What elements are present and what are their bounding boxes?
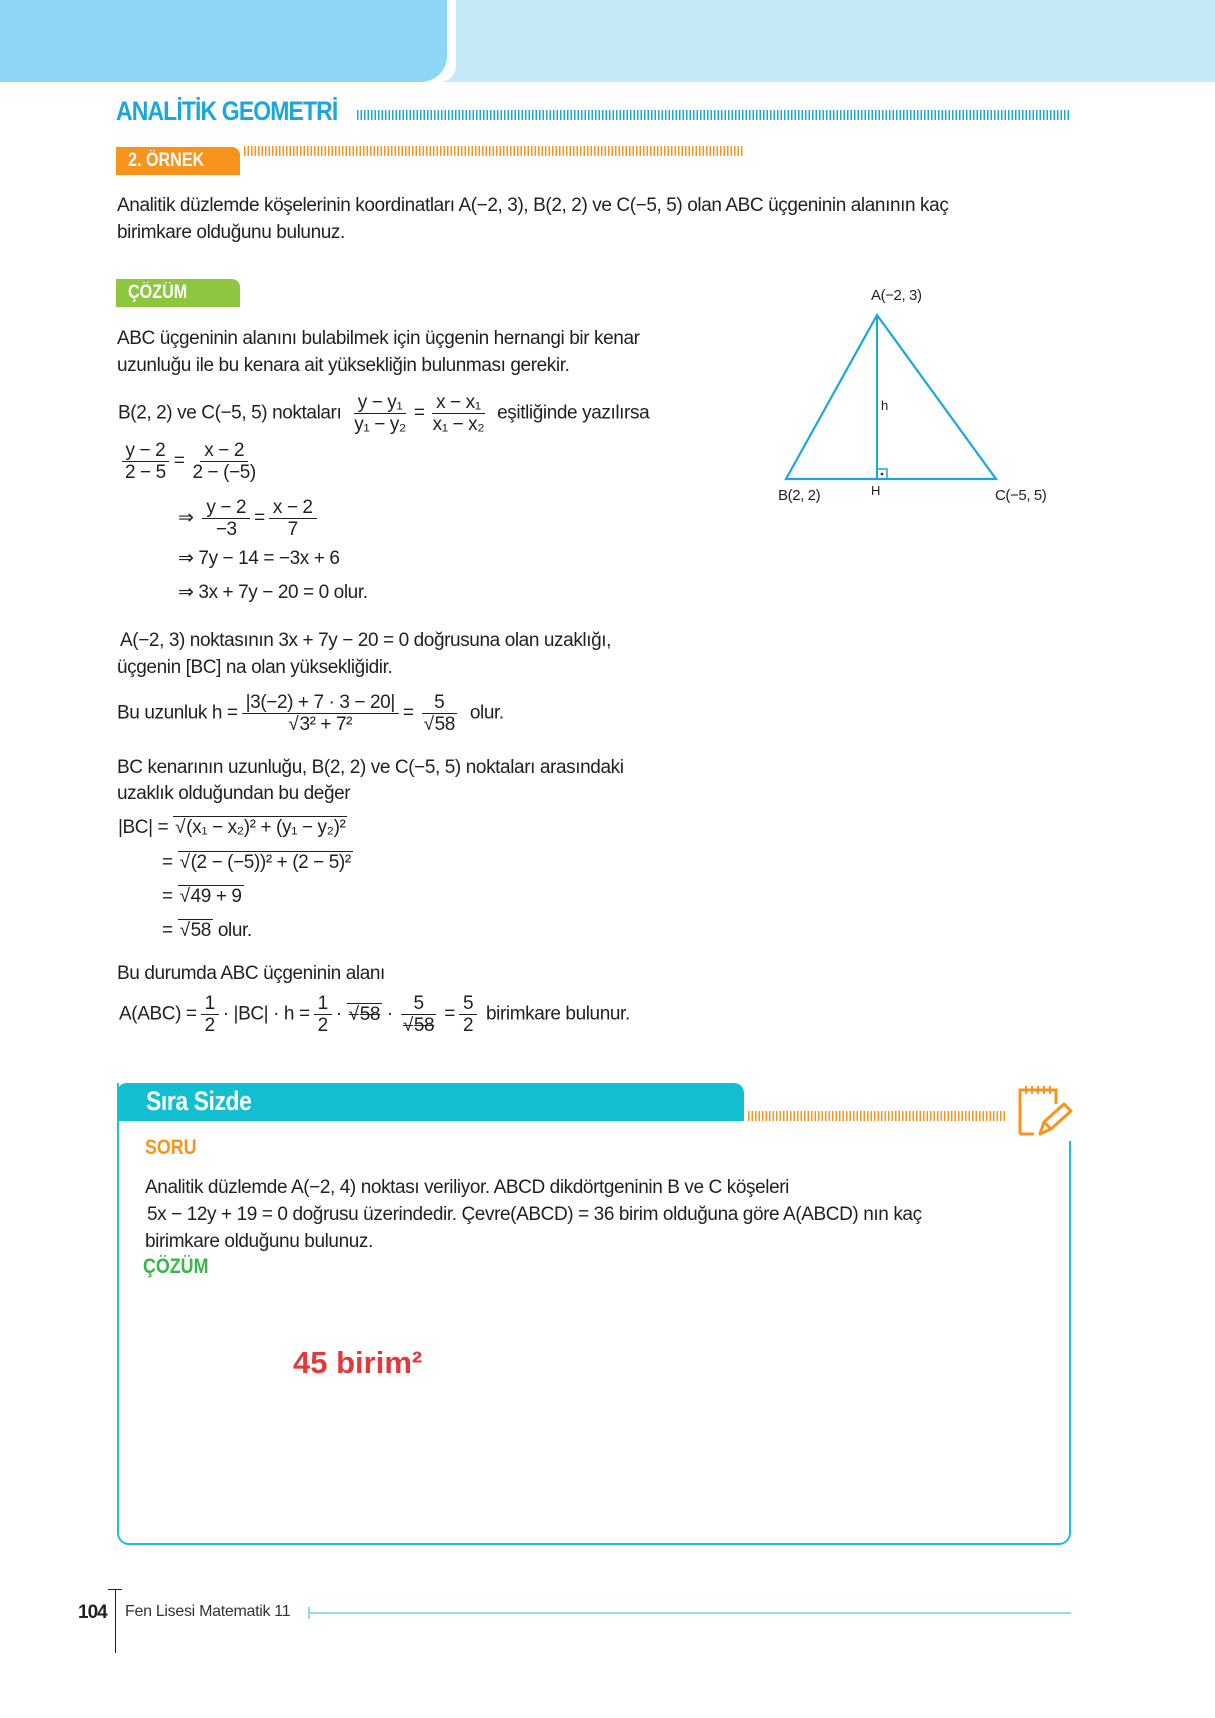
line-equation-step5: ⇒ 3x + 7y − 20 = 0 olur. <box>178 582 368 603</box>
exercise-question-line2: 5x − 12y + 19 = 0 doğrusu üzerindedir. Çevre(ABCD) = 36 birim olduğuna göre A(ABCD) nın kaç <box>147 1204 922 1225</box>
numerator: x − 2 <box>269 497 317 519</box>
fraction <box>459 993 477 1036</box>
equals: = <box>162 852 173 873</box>
fraction <box>201 993 219 1036</box>
step1-post: eşitliğinde yazılırsa <box>497 402 650 424</box>
numerator: 5 <box>409 993 427 1015</box>
line-equation-step3: ⇒ $\frac{y - 2}{-3}$ = $\frac{x - 2}{7}$ <box>178 497 321 540</box>
numerator: 1 <box>201 993 219 1015</box>
height-label: Bu uzunluk h = <box>117 702 238 724</box>
title-tick-rule <box>357 110 1071 120</box>
denominator: x₁ − x₂ <box>432 414 485 435</box>
fraction <box>350 392 410 435</box>
page-number: 104 <box>78 1602 107 1623</box>
example-question-line2: birimkare olduğunu bulunuz. <box>117 222 345 243</box>
numerator: 1 <box>314 993 332 1015</box>
denominator <box>418 714 461 735</box>
line-equation-step2 <box>117 440 264 483</box>
denominator <box>397 1015 440 1036</box>
fraction <box>314 993 332 1036</box>
fraction <box>121 440 170 483</box>
solution-paragraph-1-line2: uzunluğu ile bu kenara ait yüksekliğin bulunması gerekir. <box>117 355 570 376</box>
foot-h-label: H <box>871 483 880 498</box>
numerator: y − 2 <box>122 440 170 462</box>
area-post: birimkare bulunur. <box>486 1003 630 1025</box>
equals: = <box>173 450 185 472</box>
sqrt: √ 58 <box>347 1003 382 1025</box>
area-label: A(ABC) = <box>119 1003 197 1025</box>
line-equation-step1 <box>118 392 649 435</box>
exercise-title: Sıra Sizde <box>146 1086 252 1116</box>
sqrt: √ 58 <box>422 713 457 735</box>
notepad-pencil-icon <box>1012 1082 1074 1142</box>
section-title: ANALİTİK GEOMETRİ <box>116 96 338 126</box>
vertex-c-label: C(−5, 5) <box>995 487 1047 504</box>
fraction <box>418 692 461 735</box>
exercise-question-line1: Analitik düzlemde A(−2, 4) noktası veriliyor. ABCD dikdörtgeninin B ve C köşeleri <box>145 1177 790 1198</box>
solution-label: ÇÖZÜM <box>143 1255 209 1278</box>
numerator: 5 <box>430 692 448 714</box>
denominator: 2 − (−5) <box>192 462 256 483</box>
numerator: 5 <box>459 993 477 1015</box>
numerator: y − y₁ <box>354 392 407 414</box>
sqrt: √ 58 <box>178 919 213 941</box>
distance-paragraph-line2: üçgenin [BC] na olan yüksekliğidir. <box>117 657 393 678</box>
footer-tick <box>108 1589 122 1590</box>
distance-paragraph-line1: A(−2, 3) noktasının 3x + 7y − 20 = 0 doğrusuna olan uzaklığı, <box>120 630 612 651</box>
header-band-left <box>0 0 447 82</box>
header-band-right <box>440 0 1215 82</box>
example-badge: 2. ÖRNEK <box>116 147 240 175</box>
bc-label: |BC| = <box>118 817 169 838</box>
denominator: −3 <box>215 519 237 540</box>
example-tick-rule <box>244 146 744 156</box>
equals: = <box>162 920 173 941</box>
dot: · <box>335 1003 342 1025</box>
equals: = <box>413 402 425 424</box>
answer-text: 45 birim² <box>293 1345 423 1380</box>
equals: = <box>254 507 265 529</box>
fraction <box>429 392 489 435</box>
bc-paragraph-line2: uzaklık olduğundan bu değer <box>117 783 351 804</box>
numerator: x − x₁ <box>432 392 485 414</box>
footer-rule <box>308 1612 1071 1614</box>
area-mid: · |BC| · h = <box>222 1003 310 1025</box>
book-title: Fen Lisesi Matematik 11 <box>125 1603 291 1620</box>
numerator: y − 2 <box>202 497 250 519</box>
height-formula <box>117 692 504 735</box>
area-formula <box>119 993 630 1036</box>
denominator: 7 <box>287 519 298 540</box>
exercise-tick-rule <box>748 1111 1006 1121</box>
sqrt: √ 3² + 7² <box>286 713 354 735</box>
footer-rule-cap <box>308 1607 310 1619</box>
fraction <box>269 497 317 540</box>
area-paragraph: Bu durumda ABC üçgeninin alanı <box>117 963 385 984</box>
fraction <box>189 440 260 483</box>
bc-paragraph-line1: BC kenarının uzunluğu, B(2, 2) ve C(−5, 5) noktaları arasındaki <box>117 757 624 778</box>
step1-text: B(2, 2) ve C(−5, 5) noktaları <box>118 402 342 424</box>
line-equation-step4: ⇒ 7y − 14 = −3x + 6 <box>178 548 340 569</box>
dot: · <box>386 1003 393 1025</box>
denominator: 2 − 5 <box>125 462 166 483</box>
sqrt: √ (2 − (−5))² + (2 − 5)² <box>178 851 353 873</box>
sqrt: √ (x₁ − x₂)² + (y₁ − y₂)² <box>173 816 347 838</box>
fraction <box>242 692 399 735</box>
bc-step3 <box>162 885 244 909</box>
equals: = <box>444 1003 455 1025</box>
vertex-b-label: B(2, 2) <box>778 487 821 504</box>
exercise-box <box>117 1083 1071 1545</box>
bc-step2 <box>162 851 353 875</box>
triangle-abc <box>786 315 996 479</box>
example-question-line1: Analitik düzlemde köşelerinin koordinatları A(−2, 3), B(2, 2) ve C(−5, 5) olan ABC üçgeninin alanının kaç <box>117 195 949 216</box>
footer-vertical-rule <box>115 1589 116 1653</box>
bc-step4 <box>162 919 252 943</box>
denominator: y₁ − y₂ <box>354 414 406 435</box>
height-post: olur. <box>469 702 504 724</box>
sqrt: √ 49 + 9 <box>178 885 244 907</box>
denominator: 2 <box>204 1015 215 1036</box>
denominator: 2 <box>462 1015 474 1036</box>
denominator: 2 <box>317 1015 328 1036</box>
equals: = <box>402 702 414 724</box>
sqrt: √ 58 <box>401 1014 436 1036</box>
equals: = <box>162 886 173 907</box>
right-angle-dot <box>881 473 884 476</box>
height-h-label: h <box>881 398 888 413</box>
triangle-figure <box>770 280 1070 510</box>
denominator <box>282 714 358 735</box>
vertex-a-label: A(−2, 3) <box>871 287 922 304</box>
solution-paragraph-1-line1: ABC üçgeninin alanını bulabilmek için üçgenin hernangi bir kenar <box>117 328 640 349</box>
question-label: SORU <box>145 1136 197 1159</box>
bc-post: olur. <box>217 920 252 941</box>
numerator: x − 2 <box>200 440 248 462</box>
solution-badge: ÇÖZÜM <box>116 279 240 307</box>
fraction <box>202 497 250 540</box>
exercise-question-line3: birimkare olduğunu bulunuz. <box>145 1231 373 1252</box>
numerator: |3(−2) + 7 · 3 − 20| <box>242 692 399 714</box>
fraction <box>397 993 440 1036</box>
bc-step1 <box>118 816 347 840</box>
